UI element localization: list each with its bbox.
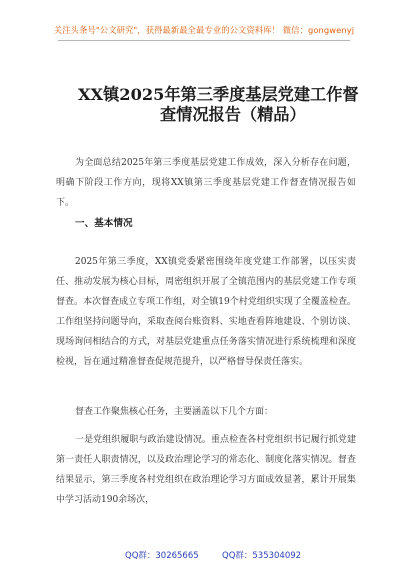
header-divider: [58, 40, 350, 41]
section-heading: 一、基本情况: [75, 218, 133, 229]
intro-paragraph: 为全面总结2025年第三季度基层党建工作成效，深入分析存在问题，明确下阶段工作方向，现将XX镇第三季度基层党建工作督查情况报告如下。: [56, 158, 356, 208]
section-1-paragraph-3-block: [56, 430, 356, 510]
section-1-paragraph-1-block: [56, 252, 356, 372]
body-paragraph: 督查工作聚焦核心任务，主要涵盖以下几个方面：: [75, 407, 274, 417]
section-1-paragraph-2-block: [56, 402, 356, 422]
title-line-1: XX镇2025年第三季度基层党建工作督: [78, 85, 359, 104]
footer: [0, 549, 408, 563]
title-line-2: 查情况报告（精品）: [160, 105, 306, 124]
header-banner-text: 关注头条号"公文研究"，获得最新最全最专业的公文资料库！ 微信：gongwenyj: [53, 25, 355, 35]
document-title: [66, 85, 364, 125]
section-1-block: [56, 214, 356, 234]
header-banner: [0, 12, 408, 40]
footer-qq-group-2: QQ群：535304092: [222, 551, 302, 561]
footer-qq-group-1: QQ群：30265665: [125, 551, 199, 561]
intro-block: [56, 153, 356, 213]
body-paragraph: 一是党组织履职与政治建设情况。重点检查各村党组织书记履行抓党建第一责任人职责情况，以及政治理论学习的常态化、制度化落实情况。督查结果显示，第三季度各村党组织在政治理论学习方面成效显著，累计开展集中学习活动190余场次，: [56, 435, 356, 505]
body-paragraph: 2025年第三季度，XX镇党委紧密围绕年度党建工作部署，以压实责任、推动发展为核心目标，周密组织开展了全镇范围内的基层党建工作专项督查。本次督查成立专项工作组，对全镇19个村党组织实现了全覆盖检查。工作组坚持问题导向，采取查阅台账资料、实地查看阵地建设、个别访谈、现场询问相结合的方式，对基层党建重点任务落实情况进行系统梳理和深度检视，旨在通过精准督查促规范提升，以严格督导保责任落实。: [56, 257, 356, 367]
